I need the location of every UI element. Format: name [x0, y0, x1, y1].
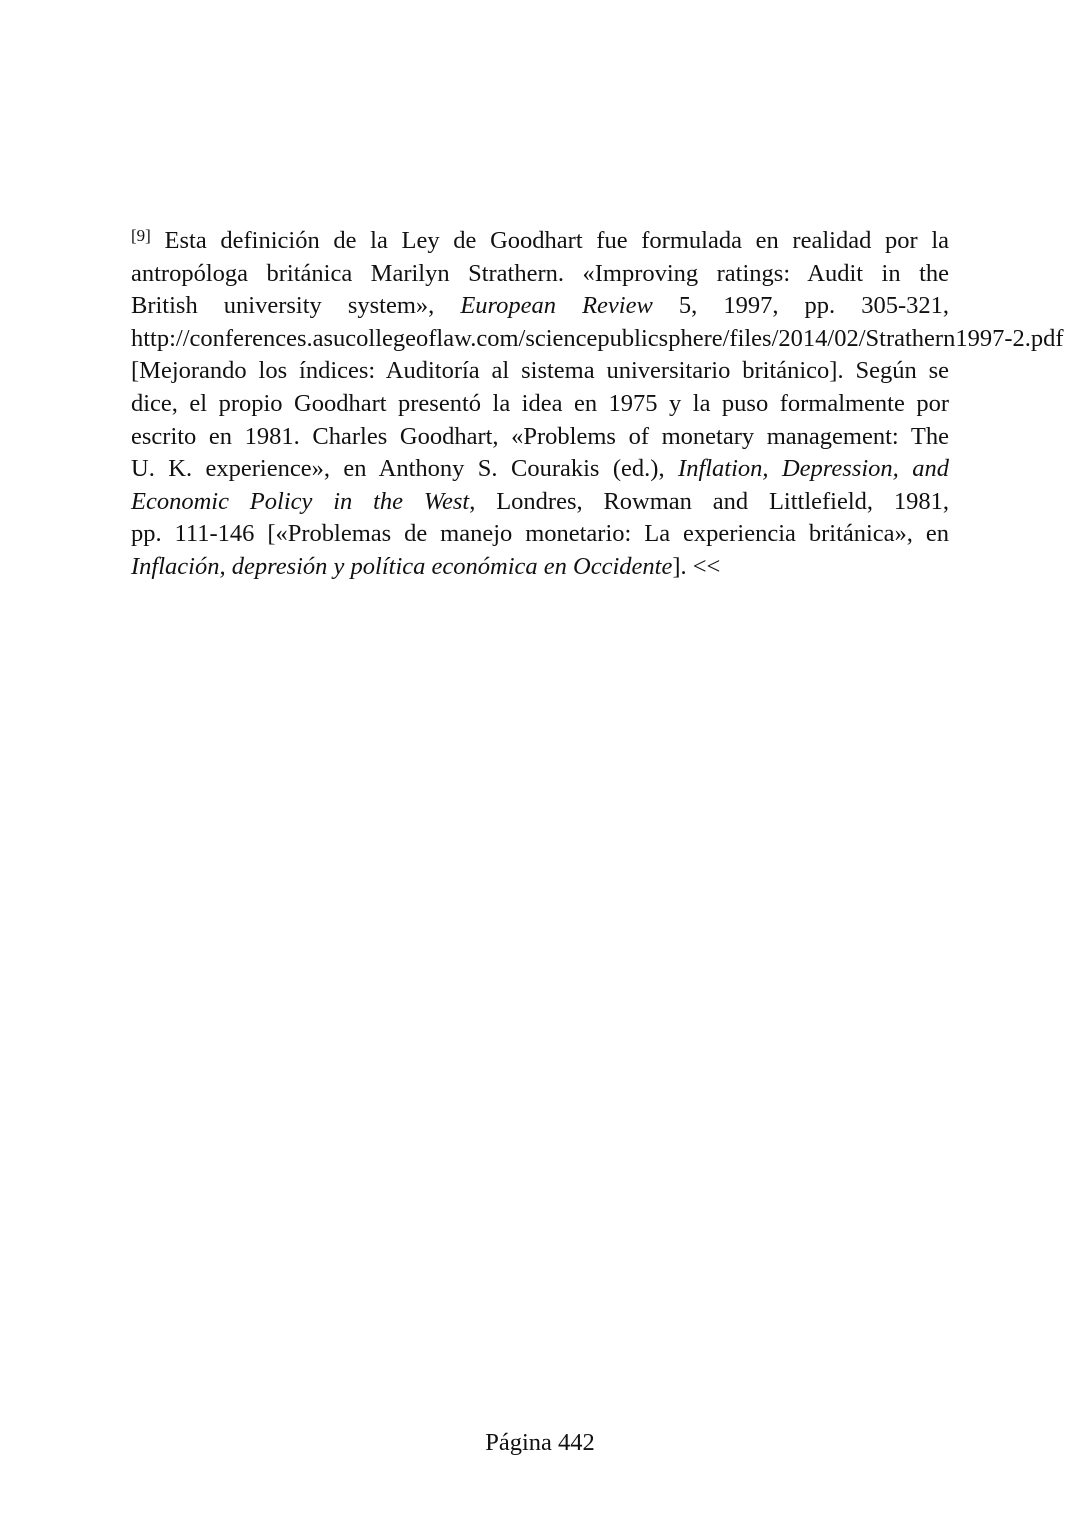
book-title: Inflación, depresión y política económica en Occidente [131, 552, 673, 580]
footnote-line: antropóloga británica Marilyn Strathern. «Improving ratings: Audit in the [131, 259, 949, 287]
footnote-line: escrito en 1981. Charles Goodhart, «Problems of monetary management: The [131, 422, 949, 450]
footnote-text: U. K. experience», en Anthony S. Courakis (ed.), [131, 455, 679, 483]
footnote-9 [131, 225, 1064, 584]
footnote-line [131, 290, 949, 323]
footnote-line: [Mejorando los índices: Auditoría al sistema universitario británico]. Según se [131, 357, 949, 385]
footnote-text: , Londres, Rowman and Littlefield, 1981, [469, 487, 950, 515]
footnote-text: 5, 1997, pp. 305-321, [652, 292, 949, 320]
back-link[interactable]: ]. << [672, 552, 721, 580]
footnote-line [131, 453, 949, 486]
book-title: Economic Policy in the West [131, 487, 470, 515]
page-number: Página 442 [485, 1429, 595, 1456]
footnote-line [131, 225, 949, 258]
footnote-marker[interactable]: [9] [131, 226, 151, 245]
footnote-text: British university system», [131, 292, 461, 320]
journal-title: European Review [460, 292, 653, 320]
footnote-line [131, 486, 949, 519]
footnote-text: Esta definición de la Ley de Goodhart fue formulada en realidad por la [164, 227, 950, 254]
footnote-line: pp. 111-146 [«Problemas de manejo monetario: La experiencia británica», en [131, 520, 949, 548]
footnote-line: dice, el propio Goodhart presentó la idea en 1975 y la puso formalmente por [131, 389, 949, 417]
footnote-url-link[interactable]: http://conferences.asucollegeoflaw.com/sciencepublicsphere/files/2014/02/Strathern1997-2.pdf [131, 324, 1064, 352]
book-title: Inflation, Depression, and [678, 455, 949, 483]
footnote-line [131, 551, 949, 584]
